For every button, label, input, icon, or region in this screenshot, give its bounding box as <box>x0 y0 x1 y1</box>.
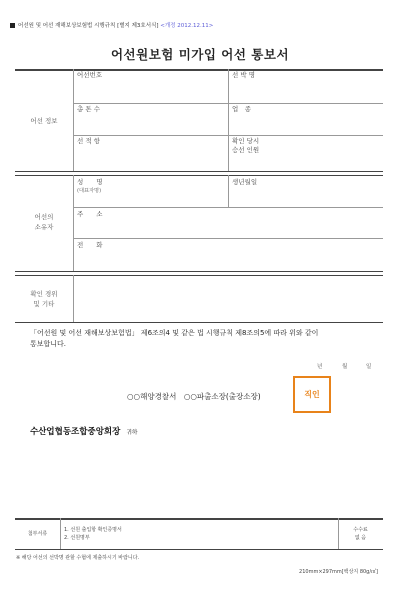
form-header <box>10 21 213 29</box>
attachments-bottom-border <box>15 549 383 550</box>
statement-paragraph: 「어선원 및 어선 재해보상보험법」 제6조의4 및 같은 법 시행규칙 제8조의5에 따라 위와 같이 통보합니다. <box>30 329 319 348</box>
section-label-owner: 어선의 소유자 <box>34 213 54 231</box>
attachments-label: 첨부서류 <box>27 531 48 537</box>
attachment-item: 1. 선원 출입항 확인증명서 <box>64 527 122 533</box>
section-label-vessel: 어선 정보 <box>30 117 58 125</box>
date-year-label: 년 <box>317 364 323 370</box>
section-divider <box>15 175 383 176</box>
footnote: ※ 해당 어선의 선박명 관할 수협에 제출하시기 바랍니다. <box>16 555 140 561</box>
field-label-vessel-number: 어선번호 <box>77 71 103 79</box>
column-divider <box>60 518 61 549</box>
section-label-circumstances: 확인 경위 및 기타 <box>30 290 58 308</box>
column-divider <box>228 69 229 171</box>
field-label-birth-date: 생년월일 <box>232 178 258 186</box>
field-label-phone: 전 화 <box>77 241 103 249</box>
field-label-gross-tonnage: 총 톤 수 <box>77 105 100 113</box>
recipient-line <box>30 425 138 437</box>
column-divider <box>228 175 229 207</box>
row-divider <box>73 238 383 239</box>
field-label-address: 주 소 <box>77 210 103 218</box>
column-divider <box>73 275 74 322</box>
field-label-port-of-registry: 선 적 항 <box>77 137 100 145</box>
fee-cell: 수수료 없 음 <box>353 527 368 541</box>
official-seal-box: 직인 <box>293 376 331 413</box>
sender-offices: ○○해양경찰서 ○○파출소장(출장소장) <box>127 392 261 401</box>
attachments-top-border <box>15 518 383 520</box>
column-divider <box>73 175 74 271</box>
field-label-crew-at-check: 확인 당시 승선 인원 <box>232 137 260 154</box>
attachment-item: 2. 선원명부 <box>64 535 90 541</box>
section-divider <box>15 275 383 276</box>
attachments-list <box>64 526 122 542</box>
paper-spec: 210mm×297mm[백상지 80g/㎡] <box>299 569 378 575</box>
recipient-name: 수산업협동조합중앙회장 <box>30 427 121 437</box>
field-note-representative: (대표자명) <box>77 188 102 194</box>
page-title: 어선원보험 미가입 어선 통보서 <box>110 47 290 62</box>
table-top-border <box>15 69 383 71</box>
row-divider <box>73 207 383 208</box>
date-month-label: 월 <box>342 364 348 370</box>
date-day-label: 일 <box>366 364 372 370</box>
column-divider <box>73 69 74 171</box>
field-label-business-type: 업 종 <box>232 105 252 113</box>
section-divider <box>15 271 383 272</box>
field-label-owner-name: 성 명 <box>77 178 103 186</box>
recipient-honorific: 귀하 <box>126 430 138 436</box>
section-divider <box>15 171 383 172</box>
table-bottom-border <box>15 322 383 323</box>
field-label-vessel-name: 선 박 명 <box>232 71 255 79</box>
revision-note: <개정 2012.12.11> <box>160 23 214 29</box>
square-bullet-icon <box>10 23 15 28</box>
regulation-reference: 어선원 및 어선 재해보상보험법 시행규칙 [별지 제3호서식] <box>18 23 159 29</box>
